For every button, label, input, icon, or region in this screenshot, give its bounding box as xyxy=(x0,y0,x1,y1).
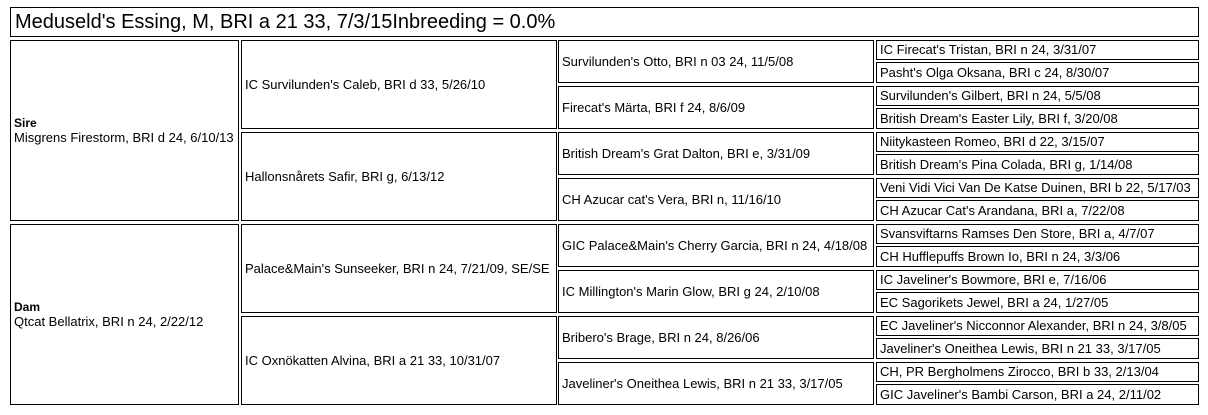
ggg-parent-name: IC Firecat's Tristan, BRI n 24, 3/31/07 xyxy=(880,42,1097,57)
pedigree-title xyxy=(10,7,1199,37)
ggg-parent-name: British Dream's Pina Colada, BRI g, 1/14/08 xyxy=(880,156,1133,172)
ggg-parent-cell xyxy=(876,384,1199,405)
ggg-parent-cell xyxy=(876,292,1199,313)
ggg-parent-name: CH Azucar Cat's Arandana, BRI a, 7/22/08 xyxy=(880,202,1125,218)
ggg-parent-name: British Dream's Easter Lily, BRI f, 3/20/08 xyxy=(880,110,1118,126)
ggg-parent-name: GIC Javeliner's Bambi Carson, BRI a 24, 2/11/02 xyxy=(880,386,1162,402)
ggg-parent-name: CH, PR Bergholmens Zirocco, BRI b 33, 2/13/04 xyxy=(880,364,1159,379)
ggg-parent-cell xyxy=(876,200,1199,221)
ggg-parent-cell xyxy=(876,270,1199,290)
sire-cell xyxy=(10,40,239,221)
grandparent-cell xyxy=(241,316,557,405)
great-grandparent-cell xyxy=(558,86,874,129)
great-grandparent-name: Javeliner's Oneithea Lewis, BRI n 21 33, 3/17/05 xyxy=(562,375,843,391)
ggg-parent-cell xyxy=(876,362,1199,382)
ggg-parent-name: EC Javeliner's Nicconnor Alexander, BRI n 24, 3/8/05 xyxy=(880,318,1187,333)
great-grandparent-cell xyxy=(558,178,874,221)
inbreeding-value: Inbreeding = 0.0% xyxy=(392,11,556,33)
great-grandparent-cell xyxy=(558,316,874,359)
ggg-parent-cell xyxy=(876,62,1199,83)
grandparent-name: IC Survilunden's Caleb, BRI d 33, 5/26/10 xyxy=(245,76,486,92)
ggg-parent-cell xyxy=(876,178,1199,198)
ggg-parent-name: Javeliner's Oneithea Lewis, BRI n 21 33, 3/17/05 xyxy=(880,340,1161,356)
cat-name-title: Meduseld's Essing, M, BRI a 21 33, 7/3/15 xyxy=(15,11,393,33)
ggg-parent-cell xyxy=(876,316,1199,336)
great-grandparent-name: Firecat's Märta, BRI f 24, 8/6/09 xyxy=(562,99,746,115)
ggg-parent-name: EC Sagorikets Jewel, BRI a 24, 1/27/05 xyxy=(880,294,1109,310)
grandparent-name: Hallonsnårets Safir, BRI g, 6/13/12 xyxy=(245,168,445,184)
ggg-parent-cell xyxy=(876,154,1199,175)
great-grandparent-cell xyxy=(558,132,874,175)
dam-name: Qtcat Bellatrix, BRI n 24, 2/22/12 xyxy=(14,313,204,329)
great-grandparent-name: IC Millington's Marin Glow, BRI g 24, 2/10/08 xyxy=(562,283,820,299)
great-grandparent-cell xyxy=(558,362,874,405)
ggg-parent-cell xyxy=(876,108,1199,129)
ggg-parent-cell xyxy=(876,132,1199,152)
great-grandparent-name: Bribero's Brage, BRI n 24, 8/26/06 xyxy=(562,329,760,345)
great-grandparent-name: Survilunden's Otto, BRI n 03 24, 11/5/08 xyxy=(562,53,794,69)
great-grandparent-cell xyxy=(558,270,874,313)
dam-cell xyxy=(10,224,239,405)
ggg-parent-name: IC Javeliner's Bowmore, BRI e, 7/16/06 xyxy=(880,272,1107,287)
grandparent-name: Palace&Main's Sunseeker, BRI n 24, 7/21/09, SE/SE xyxy=(245,260,550,276)
grandparent-cell xyxy=(241,224,557,313)
great-grandparent-name: CH Azucar cat's Vera, BRI n, 11/16/10 xyxy=(562,191,782,207)
sire-name: Misgrens Firestorm, BRI d 24, 6/10/13 xyxy=(14,129,234,145)
sire-label: Sire xyxy=(14,115,37,130)
ggg-parent-name: Niitykasteen Romeo, BRI d 22, 3/15/07 xyxy=(880,134,1105,149)
ggg-parent-cell xyxy=(876,246,1199,267)
ggg-parent-cell xyxy=(876,224,1199,244)
ggg-parent-name: Svansviftarns Ramses Den Store, BRI a, 4/7/07 xyxy=(880,226,1155,241)
ggg-parent-cell xyxy=(876,40,1199,60)
ggg-parent-name: CH Hufflepuffs Brown Io, BRI n 24, 3/3/06 xyxy=(880,248,1121,264)
great-grandparent-cell xyxy=(558,40,874,83)
ggg-parent-cell xyxy=(876,86,1199,106)
grandparent-cell xyxy=(241,132,557,221)
grandparent-name: IC Oxnökatten Alvina, BRI a 21 33, 10/31/07 xyxy=(245,352,501,368)
great-grandparent-cell xyxy=(558,224,874,267)
ggg-parent-name: Pasht's Olga Oksana, BRI c 24, 8/30/07 xyxy=(880,64,1110,80)
dam-label: Dam xyxy=(14,299,41,314)
great-grandparent-name: British Dream's Grat Dalton, BRI e, 3/31/09 xyxy=(562,145,811,161)
ggg-parent-name: Survilunden's Gilbert, BRI n 24, 5/5/08 xyxy=(880,88,1101,103)
grandparent-cell xyxy=(241,40,557,129)
great-grandparent-name: GIC Palace&Main's Cherry Garcia, BRI n 24, 4/18/08 xyxy=(562,237,868,253)
ggg-parent-cell xyxy=(876,338,1199,359)
ggg-parent-name: Veni Vidi Vici Van De Katse Duinen, BRI b 22, 5/17/03 xyxy=(880,180,1191,195)
